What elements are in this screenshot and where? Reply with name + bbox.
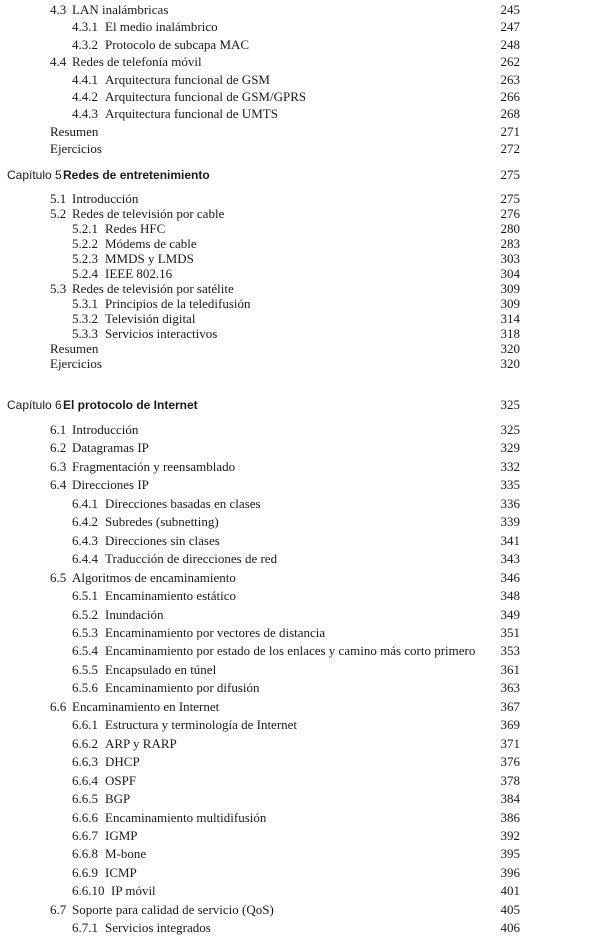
entry-number: 5.2 [50, 206, 67, 221]
toc-entry [0, 266, 600, 281]
entry-title: Arquitectura funcional de GSM [105, 71, 270, 87]
toc-block [0, 1, 600, 158]
entry-title: Subredes (subnetting) [105, 514, 219, 530]
entry-number: 6.6.6 [72, 809, 98, 825]
toc-entry [0, 864, 600, 882]
toc-entry [0, 901, 600, 919]
entry-title: Redes de televisión por satélite [72, 281, 234, 296]
toc-entry [0, 356, 600, 371]
entry-page: 266 [500, 88, 520, 104]
entry-page: 369 [500, 717, 520, 733]
entry-title: IGMP [105, 827, 138, 843]
entry-number: 6.6.10 [72, 883, 105, 899]
entry-number: 6.6.7 [72, 827, 98, 843]
entry-number: 6.5.5 [72, 661, 98, 677]
entry-page: 272 [500, 141, 520, 157]
toc-entry [0, 716, 600, 734]
entry-number: 5.2.2 [72, 236, 98, 251]
entry-title: El medio inalámbrico [105, 19, 218, 35]
toc-entry [0, 809, 600, 827]
entry-title: Resumen [50, 123, 99, 139]
entry-title: Televisión digital [105, 311, 196, 326]
toc-entry [0, 753, 600, 771]
entry-title: Principios de la teledifusión [105, 296, 251, 311]
entry-title: Encaminamiento por difusión [105, 680, 260, 696]
entry-number: 5.2.4 [72, 266, 98, 281]
entry-page: 247 [500, 19, 520, 35]
toc-entry [0, 191, 600, 206]
entry-page: 361 [500, 661, 520, 677]
entry-page: 275 [500, 191, 520, 206]
entry-page: 262 [500, 54, 520, 70]
entry-page: 343 [500, 551, 520, 567]
toc-entry [0, 790, 600, 808]
entry-page: 349 [500, 606, 520, 622]
entry-number: 6.5.4 [72, 643, 98, 659]
toc-block [0, 191, 600, 371]
entry-title: Ejercicios [50, 356, 102, 371]
toc-entry [0, 311, 600, 326]
entry-page: 320 [500, 356, 520, 371]
toc-entry [0, 827, 600, 845]
entry-title: DHCP [105, 754, 140, 770]
entry-title: Direcciones IP [72, 477, 149, 493]
entry-page: 283 [500, 236, 520, 251]
entry-page: 263 [500, 71, 520, 87]
entry-page: 314 [500, 311, 520, 326]
toc-entry [0, 882, 600, 900]
entry-page: 303 [500, 251, 520, 266]
entry-number: 4.3.2 [72, 36, 98, 52]
entry-number: 6.5 [50, 569, 67, 585]
entry-title: Resumen [50, 341, 99, 356]
entry-page: 335 [500, 477, 520, 493]
entry-number: 5.2.3 [72, 251, 98, 266]
toc-entry [0, 105, 600, 122]
toc-entry [0, 341, 600, 356]
chapter-label: Capítulo 5 [7, 168, 62, 182]
entry-page: 318 [500, 326, 520, 341]
entry-title: MMDS y LMDS [105, 251, 194, 266]
entry-page: 395 [500, 846, 520, 862]
entry-number: 4.4 [50, 54, 67, 70]
entry-page: 341 [500, 532, 520, 548]
chapter-title: Redes de entretenimiento [63, 168, 210, 182]
entry-title: Servicios integrados [105, 920, 211, 936]
chapter-title: El protocolo de Internet [63, 398, 198, 412]
entry-number: 5.3.1 [72, 296, 98, 311]
entry-title: Direcciones sin clases [105, 532, 220, 548]
entry-number: 6.2 [50, 440, 67, 456]
entry-title: Datagramas IP [72, 440, 149, 456]
entry-page: 401 [500, 883, 520, 899]
toc-entry [0, 296, 600, 311]
entry-title: ARP y RARP [105, 735, 177, 751]
entry-title: Arquitectura funcional de GSM/GPRS [105, 88, 307, 104]
toc-entry [0, 439, 600, 457]
entry-page: 346 [500, 569, 520, 585]
toc-entry [0, 251, 600, 266]
entry-page: 363 [500, 680, 520, 696]
entry-number: 6.7.1 [72, 920, 98, 936]
toc-entry [0, 606, 600, 624]
entry-page: 304 [500, 266, 520, 281]
entry-page: 405 [500, 901, 520, 917]
toc-entry [0, 698, 600, 716]
toc-entry [0, 919, 600, 937]
entry-page: 371 [500, 735, 520, 751]
entry-number: 6.5.6 [72, 680, 98, 696]
entry-title: Encaminamiento en Internet [72, 698, 220, 714]
toc-entry [0, 772, 600, 790]
entry-page: 325 [500, 422, 520, 437]
entry-number: 6.6.1 [72, 717, 98, 733]
entry-page: 353 [500, 643, 520, 659]
entry-page: 329 [500, 440, 520, 456]
entry-number: 6.6.4 [72, 772, 98, 788]
entry-title: Arquitectura funcional de UMTS [105, 106, 278, 122]
entry-page: 271 [500, 123, 520, 139]
toc-entry [0, 587, 600, 605]
entry-title: Ejercicios [50, 141, 102, 157]
entry-title: Introducción [72, 422, 139, 437]
toc-entry [0, 532, 600, 550]
entry-title: Fragmentación y reensamblado [72, 458, 236, 474]
entry-title: Estructura y terminología de Internet [105, 717, 298, 733]
entry-number: 5.2.1 [72, 221, 98, 236]
toc-entry [0, 661, 600, 679]
entry-page: 268 [500, 106, 520, 122]
entry-number: 4.4.3 [72, 106, 98, 122]
entry-title: Redes de televisión por cable [72, 206, 225, 221]
toc-entry [0, 458, 600, 476]
toc-entry [0, 326, 600, 341]
entry-title: Redes HFC [105, 221, 166, 236]
toc-entry [0, 550, 600, 568]
chapter-heading [0, 395, 600, 415]
entry-page: 309 [500, 281, 520, 296]
entry-title: Traducción de direcciones de red [105, 551, 278, 567]
entry-title: M-bone [105, 846, 147, 862]
entry-page: 386 [500, 809, 520, 825]
entry-page: 367 [500, 698, 520, 714]
entry-number: 5.1 [50, 191, 67, 206]
entry-number: 5.3.3 [72, 326, 98, 341]
entry-title: Encaminamiento por estado de los enlaces y camino más corto primero [105, 643, 476, 659]
entry-number: 6.5.2 [72, 606, 98, 622]
toc-entry [0, 18, 600, 35]
toc-entry [0, 36, 600, 53]
entry-page: 309 [500, 296, 520, 311]
toc-entry [0, 53, 600, 70]
entry-page: 376 [500, 754, 520, 770]
toc-entry [0, 221, 600, 236]
entry-number: 6.4 [50, 477, 67, 493]
entry-page: 384 [500, 791, 520, 807]
entry-title: Encaminamiento multidifusión [105, 809, 267, 825]
toc-entry [0, 123, 600, 140]
entry-title: Encapsulado en túnel [105, 661, 217, 677]
chapter-heading [0, 165, 600, 185]
entry-page: 406 [500, 920, 520, 936]
entry-title: Redes de telefonía móvil [72, 54, 202, 70]
entry-number: 6.7 [50, 901, 67, 917]
entry-title: LAN inalámbricas [72, 2, 169, 17]
entry-title: BGP [105, 791, 131, 807]
toc-entry [0, 88, 600, 105]
entry-title: Encaminamiento por vectores de distancia [105, 624, 326, 640]
entry-number: 6.6.8 [72, 846, 98, 862]
entry-page: 276 [500, 206, 520, 221]
entry-title: Módems de cable [105, 236, 197, 251]
entry-title: Encaminamiento estático [105, 588, 237, 604]
chapter-label: Capítulo 6 [7, 398, 62, 412]
toc-entry [0, 735, 600, 753]
entry-number: 6.5.1 [72, 588, 98, 604]
entry-number: 5.3.2 [72, 311, 98, 326]
toc-block [0, 421, 600, 938]
entry-number: 6.6.9 [72, 864, 98, 880]
toc-entry [0, 236, 600, 251]
entry-number: 4.4.2 [72, 88, 98, 104]
entry-number: 6.6 [50, 698, 67, 714]
entry-title: Algoritmos de encaminamiento [72, 569, 236, 585]
entry-title: Servicios interactivos [105, 326, 218, 341]
entry-title: Soporte para calidad de servicio (QoS) [72, 901, 274, 917]
toc-entry [0, 421, 600, 439]
toc-entry [0, 495, 600, 513]
entry-number: 6.6.2 [72, 735, 98, 751]
entry-number: 4.3 [50, 2, 67, 17]
toc-entry [0, 206, 600, 221]
entry-number: 4.3.1 [72, 19, 98, 35]
entry-title: Inundación [105, 606, 164, 622]
toc-entry [0, 569, 600, 587]
entry-title: IEEE 802.16 [105, 266, 173, 281]
toc-entry [0, 140, 600, 157]
entry-number: 6.6.5 [72, 791, 98, 807]
chapter-page: 275 [500, 167, 520, 182]
entry-page: 339 [500, 514, 520, 530]
entry-title: OSPF [105, 772, 137, 788]
entry-number: 5.3 [50, 281, 67, 296]
toc-entry [0, 642, 600, 660]
toc-entry [0, 1, 600, 18]
entry-number: 6.4.1 [72, 495, 98, 511]
entry-page: 332 [500, 458, 520, 474]
entry-page: 320 [500, 341, 520, 356]
toc-entry [0, 513, 600, 531]
entry-page: 396 [500, 864, 520, 880]
entry-number: 6.4.4 [72, 551, 98, 567]
entry-title: Direcciones basadas en clases [105, 495, 261, 511]
entry-number: 6.3 [50, 458, 67, 474]
toc-entry [0, 679, 600, 697]
toc-entry [0, 624, 600, 642]
entry-number: 6.4.3 [72, 532, 98, 548]
entry-number: 4.4.1 [72, 71, 98, 87]
entry-title: IP móvil [111, 883, 156, 899]
entry-page: 351 [500, 624, 520, 640]
entry-number: 6.1 [50, 422, 67, 437]
toc-entry [0, 845, 600, 863]
toc-entry [0, 71, 600, 88]
entry-page: 392 [500, 827, 520, 843]
entry-page: 336 [500, 495, 520, 511]
entry-page: 280 [500, 221, 520, 236]
toc-entry [0, 476, 600, 494]
chapter-page: 325 [500, 397, 520, 412]
entry-title: ICMP [105, 864, 137, 880]
entry-number: 6.6.3 [72, 754, 98, 770]
entry-page: 348 [500, 588, 520, 604]
entry-page: 245 [500, 2, 520, 17]
entry-title: Introducción [72, 191, 139, 206]
entry-number: 6.5.3 [72, 624, 98, 640]
toc-entry [0, 281, 600, 296]
entry-number: 6.4.2 [72, 514, 98, 530]
entry-page: 378 [500, 772, 520, 788]
entry-title: Protocolo de subcapa MAC [105, 36, 250, 52]
entry-page: 248 [500, 36, 520, 52]
